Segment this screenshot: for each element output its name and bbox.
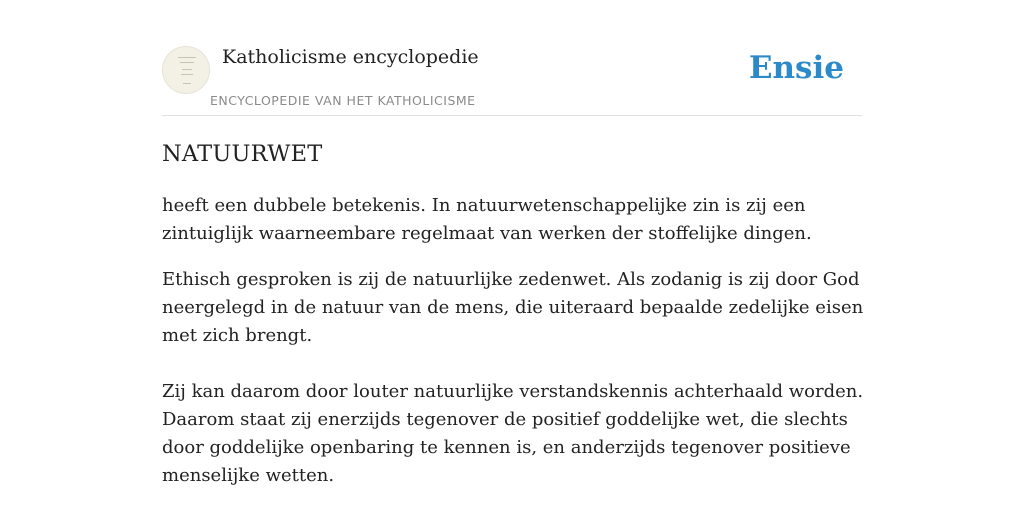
cover-decoration-line (182, 69, 192, 70)
book-cover-thumbnail[interactable] (162, 46, 210, 94)
book-title-link[interactable]: Katholicisme encyclopedie (222, 46, 479, 68)
cover-decoration-line (180, 62, 194, 63)
book-subtitle: ENCYCLOPEDIE VAN HET KATHOLICISME (210, 93, 476, 108)
article-paragraph: Ethisch gesproken is zij de natuurlijke zedenwet. Als zodanig is zij door God neergelegd in de natuur van de mens, die uiteraard bepaalde zedelijke eisen met zich brengt. (162, 269, 864, 346)
article-paragraph: Zij kan daarom door louter natuurlijke verstandskennis achterhaald worden. Daarom staat zij enerzijds tegenover de positief goddelijke wet, die slechts door goddelijke openbaring te kennen is, en anderzijds tegenover positieve menselijke wetten. (162, 381, 864, 486)
ensie-logo[interactable]: Ensie (748, 50, 844, 86)
cover-decoration-line (178, 57, 196, 58)
header (162, 40, 862, 116)
article-title: NATUURWET (162, 141, 323, 167)
cover-decoration-line (183, 83, 191, 84)
article-paragraph: heeft een dubbele betekenis. In natuurwetenschappelijke zin is zij een zintuiglijk waarneembare regelmaat van werken der stoffelijke dingen. (162, 195, 812, 244)
cover-decoration-line (181, 74, 193, 75)
article (162, 138, 867, 490)
